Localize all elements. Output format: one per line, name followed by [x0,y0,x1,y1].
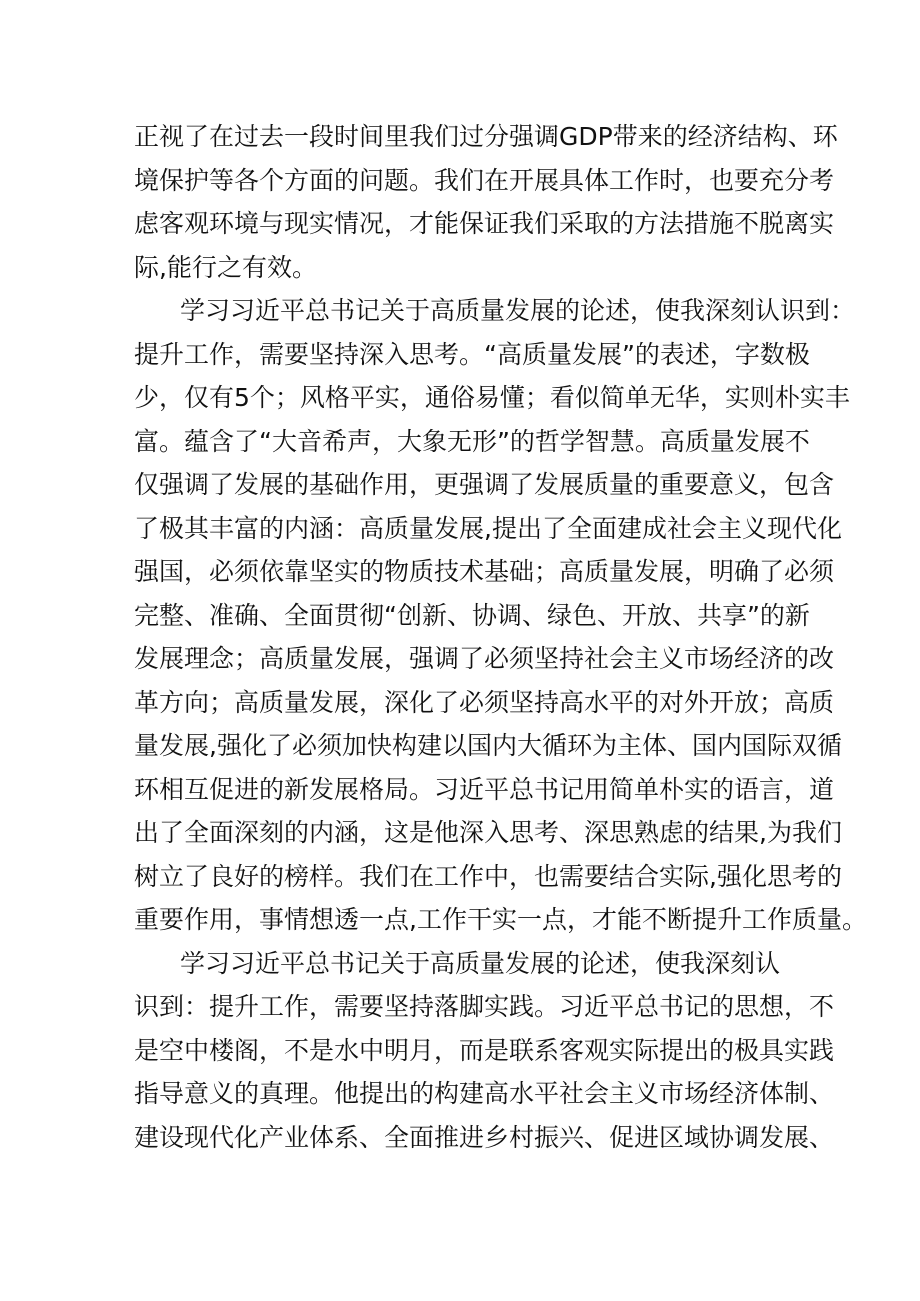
paragraph-2-line-15: 重要作用，事情想透一点,工作干实一点，才能不断提升工作质量。 [134,905,867,934]
paragraph-2-line-1: 学习习近平总书记关于高质量发展的论述，使我深刻认识到： [180,296,856,325]
paragraph-2-line-14: 树立了良好的榜样。我们在工作中，也需要结合实际,强化思考的 [134,861,842,891]
paragraph-1-line-3: 虑客观环境与现实情况，才能保证我们采取的方法措施不脱离实 [134,209,835,238]
paragraph-3-line-4: 指导意义的真理。他提出的构建高水平社会主义市场经济体制、 [134,1079,835,1108]
paragraph-3-line-3: 是空中楼阁，不是水中明月，而是联系客观实际提出的极具实践 [134,1035,835,1065]
paragraph-3-line-2: 识到：提升工作，需要坚持落脚实践。习近平总书记的思想，不 [134,992,835,1021]
paragraph-2-line-13: 出了全面深刻的内涵，这是他深入思考、深思熟虑的结果,为我们 [134,818,842,847]
paragraph-2-line-8: 完整、准确、全面贯彻“创新、协调、绿色、开放、共享”的新 [134,600,810,630]
paragraph-2-line-9: 发展理念；高质量发展，强调了必须坚持社会主义市场经济的改 [134,644,835,673]
paragraph-2-line-2: 提升工作，需要坚持深入思考。“高质量发展”的表述，字数极 [134,339,810,369]
paragraph-2-line-6: 了极其丰富的内涵：高质量发展,提出了全面建成社会主义现代化 [134,513,842,543]
paragraph-2-line-4: 富。蕴含了“大音希声，大象无形”的哲学智慧。高质量发展不 [134,426,810,456]
paragraph-3-line-5: 建设现代化产业体系、全面推进乡村振兴、促进区域协调发展、 [134,1122,835,1152]
paragraph-2-line-11: 量发展,强化了必须加快构建以国内大循环为主体、国内国际双循 [134,731,842,760]
paragraph-2-line-5: 仅强调了发展的基础作用，更强调了发展质量的重要意义，包含 [134,470,835,499]
paragraph-2-line-12: 环相互促进的新发展格局。习近平总书记用简单朴实的语言，道 [134,774,835,804]
document-body [134,115,867,1159]
paragraph-2-line-10: 革方向；高质量发展，深化了必须坚持高水平的对外开放；高质 [134,687,835,717]
paragraph-2-line-3: 少，仅有5个；风格平实，通俗易懂；看似简单无华，实则朴实丰 [134,383,850,412]
paragraph-1-line-1: 正视了在过去一段时间里我们过分强调GDP带来的经济结构、环 [134,122,838,151]
paragraph-1-line-2: 境保护等各个方面的问题。我们在开展具体工作时，也要充分考 [134,165,835,195]
paragraph-1-line-4: 际,能行之有效。 [134,252,317,282]
paragraph-2-line-7: 强国，必须依靠坚实的物质技术基础；高质量发展，明确了必须 [134,557,835,586]
paragraph-3-line-1: 学习习近平总书记关于高质量发展的论述，使我深刻认 [180,948,781,978]
